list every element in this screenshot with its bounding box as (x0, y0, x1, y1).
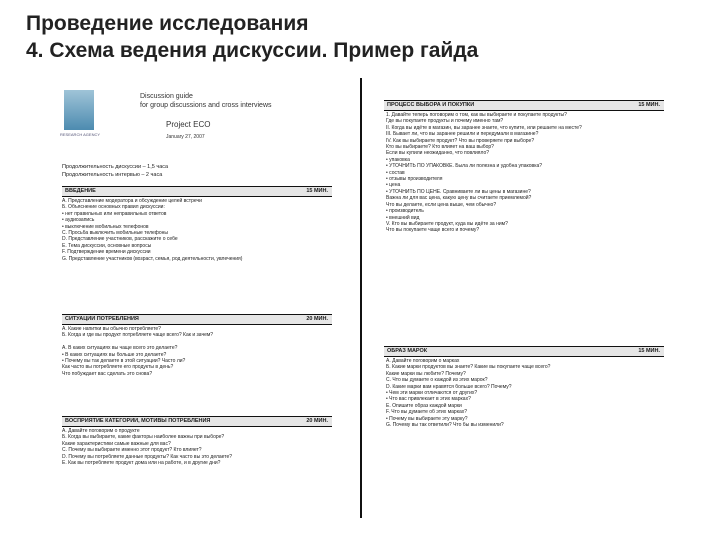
section-title: ОБРАЗ МАРОК (387, 348, 428, 354)
text-line: • УТОЧНИТЬ ПО ЦЕНЕ. Сравниваете ли вы цены в магазине? (386, 188, 531, 195)
section-minutes: 20 МИН. (306, 418, 328, 424)
text-line: G. Почему вы так ответили? Что бы вы изменили? (386, 422, 504, 429)
section-header (384, 100, 664, 111)
section-title: ВОСПРИЯТИЕ КАТЕГОРИИ, МОТИВЫ ПОТРЕБЛЕНИЯ (65, 418, 211, 424)
text-line: III. Бывает ли, что вы заранее решили и передумали в магазине? (386, 131, 539, 138)
guide-page-left (56, 78, 362, 518)
text-line: А. Представление модератора и обсуждение целей встречи (62, 198, 202, 204)
text-line: Где вы покупаете продукты и почему именно там? (386, 118, 504, 125)
text-line: • производитель (386, 208, 424, 215)
text-line: • внешний вид (386, 214, 420, 221)
text-line: Как часто вы потребляете его продукты в день? (62, 364, 174, 371)
text-line: • Почему вы выбираете эту марку? (386, 415, 468, 422)
text-line: D. Представление участников, расскажите о себе (62, 236, 178, 243)
text-line: • Почему вы так делаете в этой ситуации? Часто ли? (62, 358, 186, 365)
text-line: D. Почему вы потребляете данные продукты? Как часто вы это делаете? (62, 453, 233, 460)
text-line: Если вы купили неожиданно, что повлияло? (386, 150, 490, 157)
text-line: • В каких ситуациях вы больше это делаете? (62, 351, 167, 358)
slide-title-line-2: 4. Схема ведения дискуссии. Пример гайда (26, 39, 479, 62)
agency-logo-icon (64, 90, 94, 130)
text-line: С. Просьба выключить мобильные телефоны (62, 230, 169, 237)
text-line: D. Какие марки вам нравятся больше всего? Почему? (386, 383, 512, 390)
text-line: • аудиозапись (62, 217, 95, 224)
duration-interview: Продолжительность интервью – 2 часа (62, 172, 163, 178)
guide-date: January 27, 2007 (166, 134, 205, 140)
text-line: IV. Как вы выбираете продукт? Что вы проверяете при выборе? (386, 137, 535, 144)
section-minutes: 20 МИН. (306, 316, 328, 322)
section-header (62, 416, 332, 427)
text-line: • нет правильных или неправильных ответов (62, 210, 167, 217)
text-line: А. В каких ситуациях вы чаще всего это делаете? (62, 345, 178, 352)
section-body (62, 428, 332, 466)
text-line: E. Тема дискуссии, основные вопросы (62, 242, 152, 249)
text-line: • цена (386, 182, 401, 189)
guide-project: Project ECO (166, 120, 211, 129)
text-line: C. Что вы думаете о каждой из этих марок? (386, 377, 488, 384)
text-line: • УТОЧНИТЬ ПО УПАКОВКЕ. Была ли полезна и удобна упаковка? (386, 163, 543, 170)
section-header (62, 314, 332, 325)
section-minutes: 15 МИН. (638, 348, 660, 354)
text-line: • состав (386, 169, 405, 176)
text-line: Б. Когда и где вы продукт потребляете чаще всего? Как и зачем? (62, 332, 214, 339)
text-line: G. Представление участников (возраст, семья, род деятельности, увлечения) (62, 255, 243, 262)
text-line: 1. Давайте теперь поговорим о том, как вы выбираете и покупаете продукты? (386, 112, 567, 118)
text-line: F. Что вы думаете об этих марках? (386, 409, 468, 416)
text-line: С. Почему вы выбираете именно этот продукт? Кто влияет? (62, 447, 202, 454)
text-line: Что побуждает вас сделать это снова? (62, 370, 153, 377)
text-line: • упаковка (386, 156, 410, 163)
section-body (62, 326, 332, 377)
text-line: Что вы делаете, если цена выше, чем обычно? (386, 201, 497, 208)
text-line: V. Кто вы выбираете продукт, куда вы идёте за ним? (386, 220, 508, 227)
section-minutes: 15 МИН. (638, 102, 660, 108)
section-header (62, 186, 332, 197)
agency-logo-text: RESEARCH AGENCY (60, 132, 101, 137)
text-line: • выключение мобильных телефонов (62, 223, 149, 230)
text-line: E. Опишите образ каждой марки (386, 402, 462, 409)
text-line: Б. Какие марки продуктов вы знаете? Какие вы покупаете чаще всего? (386, 364, 551, 371)
guide-heading-line-1: Discussion guide (140, 93, 193, 100)
text-line: Б. Когда вы выбираете, какие факторы наиболее важны при выборе? (62, 434, 225, 441)
section-title: ВВЕДЕНИЕ (65, 188, 96, 194)
text-line: II. Когда вы идёте в магазин, вы заранее знаете, что купите, или решаете на месте? (386, 124, 582, 131)
guide-heading-line-2: for group discussions and cross interviews (140, 102, 272, 109)
text-line: А. Какие напитки вы обычно потребляете? (62, 326, 161, 332)
guide-heading (140, 92, 272, 110)
section-minutes: 15 МИН. (306, 188, 328, 194)
section-title: ПРОЦЕСС ВЫБОРА И ПОКУПКИ (387, 102, 475, 108)
guide-page-right (378, 84, 670, 520)
text-line: Какие марки вы любите? Почему? (386, 370, 466, 377)
section-body (62, 198, 332, 262)
text-line: • отзывы производителя (386, 176, 443, 183)
text-line: Б. Объяснение основных правил дискуссии: (62, 204, 165, 211)
text-line: E. Как вы потребляете продукт дома или на работе, и в другие дни? (62, 460, 221, 467)
duration-groups: Продолжительность дискуссии – 1,5 часа (62, 164, 169, 170)
text-line: F. Подтверждение времени дискуссии (62, 249, 151, 256)
text-line: • Что вас привлекает в этих марках? (386, 396, 471, 403)
text-line: А. Давайте поговорим о продукте (62, 428, 140, 434)
text-line: Что вы покупаете чаще всего и почему? (386, 227, 480, 234)
text-line: А. Давайте поговорим о марках (386, 358, 460, 364)
text-line: • Чем эти марки отличаются от других? (386, 390, 478, 397)
slide-title (26, 10, 706, 64)
text-line: Важна ли для вас цена, какую цену вы считаете приемлемой? (386, 195, 532, 202)
text-line: Кто вы выбираете? Кто влияет на ваш выбор? (386, 144, 494, 151)
section-header (384, 346, 664, 357)
section-title: СИТУАЦИИ ПОТРЕБЛЕНИЯ (65, 316, 139, 322)
section-body (386, 112, 664, 234)
slide-title-line-1: Проведение исследования (26, 12, 309, 35)
text-line: Какие характеристики самые важные для вас? (62, 440, 171, 447)
section-body (386, 358, 664, 428)
